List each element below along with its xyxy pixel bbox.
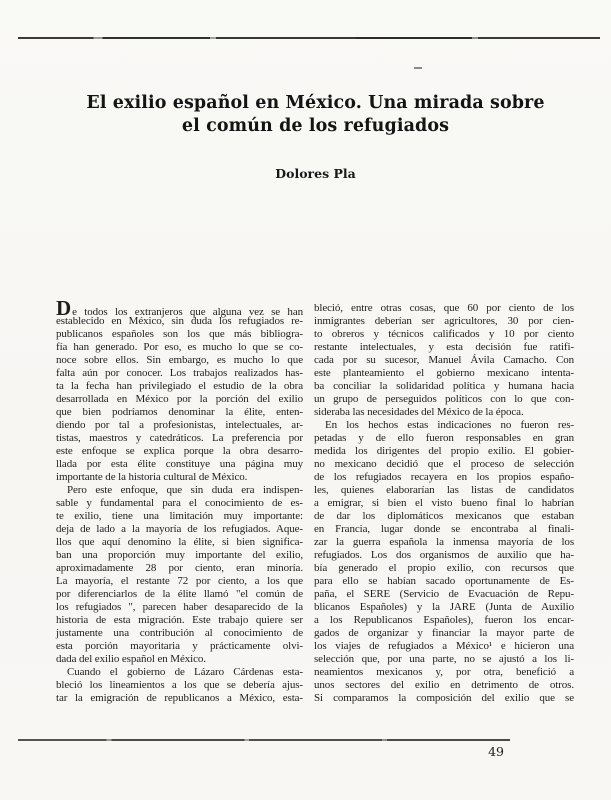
text-line: noce sobre ellos. Sin embargo, es mucho lo que: [56, 354, 303, 366]
bottom-horizontal-rule: [18, 739, 510, 741]
text-line: tar la emigración de republicanos a México, esta-: [56, 692, 303, 704]
text-line: que bien podríamos denominar la élite, enten-: [56, 406, 303, 418]
text-line: diendo por tal a profesionistas, intelectuales, ar-: [56, 419, 303, 431]
text-line: restante intelectuales, y esta decisión fue ratifi-: [314, 341, 574, 353]
text-line: ta la fecha han privilegiado el estudio de la obra: [56, 380, 303, 392]
text-line: Si comparamos la composición del exilio que se: [314, 692, 574, 704]
text-line: no mexicano decidió que el proceso de selección: [314, 458, 574, 470]
text-line: zar la guerra española la inmensa mayoría de los: [314, 536, 574, 548]
text-line: aproximadamente 28 por ciento, eran minoría.: [56, 562, 303, 574]
text-line: selección que, por una parte, no se ajustó a los li-: [314, 653, 574, 665]
text-line: llada por esta élite constituye una página muy: [56, 458, 303, 470]
text-line: historia de esta migración. Este trabajo quiere ser: [56, 614, 303, 626]
text-line: La mayoría, el restante 72 por ciento, a los que: [56, 575, 303, 587]
text-line: a emigrar, si bien el visto bueno final lo habrían: [314, 497, 574, 509]
text-line: En los hechos estas indicaciones no fueron res-: [325, 419, 574, 431]
left-text-column: [56, 296, 303, 705]
text-line: cada por su sucesor, Manuel Ávila Camacho. Con: [314, 354, 574, 366]
text-line: ban una proporción muy importante del exilio,: [56, 549, 303, 561]
text-line: esta porción mayoritaria y prácticamente olvi-: [56, 640, 303, 652]
author-name: Dolores Pla: [275, 166, 356, 181]
text-line: falta aún por conocer. Los trabajos realizados has-: [56, 367, 303, 379]
text-line: deja de lado a la mayoría de los refugiados. Aque-: [56, 523, 303, 535]
text-line: publicanos españoles son los que más bibliogra-: [56, 328, 303, 340]
text-line: bía generado el propio exilio, con recursos que: [314, 562, 574, 574]
text-line: para ello se habían sacado oportunamente de Es-: [314, 575, 574, 587]
text-line: este planteamiento el gobierno mexicano intenta-: [314, 367, 574, 379]
text-line: justamente una contribución al conocimiento de: [56, 627, 303, 639]
text-line: los viajes de refugiados a México¹ e hicieron una: [314, 640, 574, 652]
text-line: refugiados. Los dos organismos de auxilio que ha-: [314, 549, 574, 561]
text-line: De todos los extranjeros que alguna vez se han: [56, 296, 303, 320]
text-line: sable y fundamental para el conocimiento de es-: [56, 497, 303, 509]
text-line: de los refugiados recayera en los propios españo-: [314, 471, 574, 483]
text-line: en Francia, lugar donde se encontraba al finali-: [314, 523, 574, 535]
title-line-2: el común de los refugiados: [181, 116, 450, 136]
text-line: medida los dirigentes del propio exilio. El gobier-: [314, 445, 574, 457]
text-line: blicanos Españoles) y la JARE (Junta de Auxilio: [314, 601, 574, 613]
text-line: Cuando el gobierno de Lázaro Cárdenas esta-: [67, 666, 303, 678]
text-line: ba conciliar la solidaridad política y humana hacia: [314, 380, 574, 392]
text-line: de dar los diplomáticos mexicanos que estaban: [314, 510, 574, 522]
text-line: un grupo de perseguidos políticos con lo que con-: [314, 393, 574, 405]
right-text-column: [314, 302, 574, 705]
top-horizontal-rule: [18, 37, 600, 39]
text-line: llos que aquí denomino la élite, si bien significa-: [56, 536, 303, 548]
text-line: los refugiados ", parecen haber desaparecido de la: [56, 601, 303, 613]
text-line: unos sectores del exilio en detrimento de otros.: [314, 679, 574, 691]
text-line: te exilio, tiene una limitación muy importante:: [56, 510, 303, 522]
text-line: les, quienes elaborarían las listas de candidatos: [314, 484, 574, 496]
title-line-1: El exilio español en México. Una mirada sobre: [86, 93, 545, 113]
text-line: neamientos mexicanos y, por otra, benefició a: [314, 666, 574, 678]
text-line: establecido en México, sin duda los refugiados re-: [56, 315, 303, 327]
text-line: fía han generado. Por eso, es mucho lo que se co-: [56, 341, 303, 353]
text-line: paña, el SERE (Servicio de Evacuación de Repu-: [314, 588, 574, 600]
text-line: tistas, maestros y catedráticos. La preferencia por: [56, 432, 303, 444]
page-title: [40, 92, 591, 138]
text-line: por diferenciarlos de la élite llamó "el común de: [56, 588, 303, 600]
text-line: este enfoque se explica porque la obra desarro-: [56, 445, 303, 457]
page-number: 49: [488, 744, 504, 759]
scan-artifact-dash: [414, 67, 422, 69]
text-line: a los Republicanos Españoles), fueron los encar-: [314, 614, 574, 626]
text-line: inmigrantes deberían ser agricultores, 30 por cien-: [314, 315, 574, 327]
text-line: desarrollada en México por la porción del exilio: [56, 393, 303, 405]
text-line: dada del exilio español en México.: [56, 653, 206, 665]
text-line: Pero este enfoque, que sin duda era indispen-: [67, 484, 303, 496]
text-line: to obreros y técnicos calificados y 10 por ciento: [314, 328, 574, 340]
text-line: gados de organizar y financiar la mayor parte de: [314, 627, 574, 639]
drop-cap-letter: D: [56, 296, 72, 320]
text-line: petadas y de ello fueron responsables en gran: [314, 432, 574, 444]
text-line: bleció los lineamientos a los que se debería ajus-: [56, 679, 303, 691]
text-line: importante de la historia cultural de México.: [56, 471, 248, 483]
text-line: sideraba las necesidades del México de la época.: [314, 406, 524, 418]
text-line: bleció, entre otras cosas, que 60 por ciento de los: [314, 302, 574, 314]
